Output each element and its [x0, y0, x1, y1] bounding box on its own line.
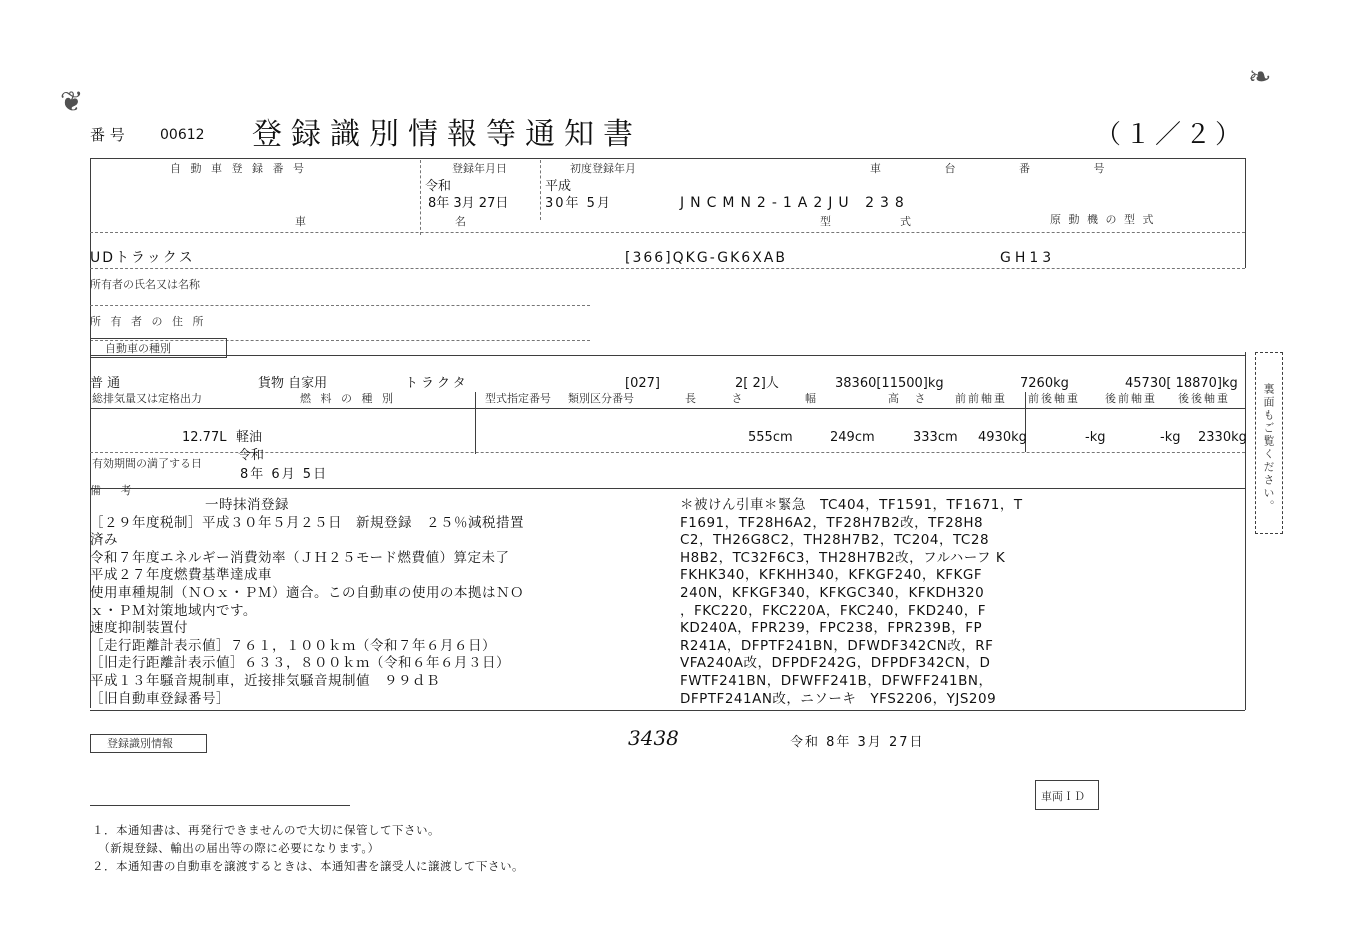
rf-axle-label: 後前軸重	[1105, 392, 1157, 405]
number-label: 番 号	[90, 126, 125, 144]
fr-axle-value: -kg	[1085, 430, 1106, 445]
left-ornament-icon: ❦	[60, 85, 84, 118]
width-value: 249cm	[830, 430, 875, 445]
expiry-label: 有効期間の満了する日	[92, 457, 202, 470]
ff-axle-label: 前前軸重	[955, 392, 1007, 405]
designation-code: [027]	[625, 376, 660, 391]
footer-note-line: １．本通知書は、再発行できませんので大切に保管して下さい。	[92, 823, 440, 837]
reg-date-label: 登録年月日	[452, 162, 507, 175]
first-reg-era: 平成	[545, 179, 572, 194]
displacement: 12.77L	[182, 430, 227, 445]
remarks-line: ，FKC220，FKC220A，FKC240，FKD240，F	[680, 602, 987, 619]
ff-axle-value: 4930kg	[978, 430, 1027, 445]
vehicle-kind-box	[90, 338, 227, 358]
first-reg-date: 30年 5月	[545, 196, 612, 211]
first-reg-label: 初度登録年月	[570, 162, 636, 175]
issue-date: 令和 8年 3月 27日	[790, 735, 925, 750]
chassis-label: 車 台 番 号	[870, 162, 1135, 175]
remarks-line: 平成２７年度燃費基準達成車	[90, 567, 272, 584]
type-designation-label: 型式指定番号	[485, 392, 551, 405]
engine-type-label: 原 動 機 の 型 式	[1050, 213, 1156, 226]
length-value: 555cm	[748, 430, 793, 445]
vehicle-weight: 38360[11500]kg	[835, 376, 944, 391]
vehicle-use: 貨物 自家用	[258, 376, 328, 391]
document-title: 登録識別情報等通知書	[252, 117, 642, 152]
remarks-line: 速度抑制装置付	[90, 620, 188, 637]
rr-axle-label: 後後軸重	[1178, 392, 1230, 405]
document-number: 00612	[160, 127, 205, 143]
gross-weight: 45730[ 18870]kg	[1125, 376, 1238, 391]
width-label: 幅	[805, 392, 816, 405]
chassis-number: JNCMN2-1A2JU 238	[680, 195, 910, 211]
remarks-line: ［旧走行距離計表示値］６３３，８００ｋｍ（令和６年６月３日）	[90, 655, 510, 672]
maker-name: UDトラックス	[90, 250, 195, 266]
fuel-type: 軽油	[236, 430, 263, 445]
remarks-line: R241A，DFPTF241BN，DFWDF342CN改，RF	[680, 637, 994, 654]
remarks-line: DFPTF241AN改，ニソーキ YFS2206，YJS209	[680, 690, 997, 707]
remarks-label: 備 考	[90, 484, 140, 497]
handwritten-number: 3438	[628, 726, 679, 750]
vehicle-id-box	[1035, 780, 1099, 810]
footer-note-line: ２．本通知書の自動車を譲渡するときは、本通知書を譲受人に譲渡して下さい。	[92, 859, 524, 873]
side-note-box	[1255, 352, 1283, 534]
remarks-line: 令和７年度エネルギー消費効率（ＪＨ２５モード燃費値）算定未了	[90, 549, 510, 566]
height-value: 333cm	[913, 430, 958, 445]
reg-date: 8年 3月 27日	[428, 196, 509, 211]
rr-axle-value: 2330kg	[1198, 430, 1247, 445]
id-info-label: 登録識別情報	[107, 737, 173, 750]
remarks-line: ［旧自動車登録番号］	[90, 690, 230, 707]
model-code: [366]QKG-GK6XAB	[625, 250, 787, 266]
footer-note-line: （新規登録、輸出の届出等の際に必要になります。）	[92, 841, 380, 855]
height-label: 高 さ	[888, 392, 932, 405]
remarks-line: 使用車種規制（ＮＯｘ・ＰＭ）適合。この自動車の使用の本拠はＮＯ	[90, 585, 524, 601]
type-label-1: 型	[820, 215, 831, 228]
remarks-line: C2，TH26G8C2，TH28H7B2，TC204，TC28	[680, 532, 990, 549]
fr-axle-label: 前後軸重	[1028, 392, 1080, 405]
remarks-line: ｘ・ＰＭ対策地域内です。	[90, 602, 257, 619]
remarks-line: 済み	[90, 532, 118, 549]
type-label-2: 式	[900, 215, 911, 228]
vehicle-id-label: 車両ＩＤ	[1041, 790, 1085, 803]
remarks-line: ＊被けん引車＊緊急 TC404，TF1591，TF1671，T	[680, 497, 1023, 513]
name-label: 名	[455, 215, 466, 228]
remarks-line: 平成１３年騒音規制車，近接排気騒音規制値 ９９ｄＢ	[90, 673, 440, 689]
capacity: 2[ 2]人	[735, 376, 779, 391]
remarks-line: F1691，TF28H6A2，TF28H7B2改，TF28H8	[680, 514, 984, 531]
remarks-line: VFA240A改，DFPDF242G，DFPDF342CN，D	[680, 655, 991, 672]
engine-model: GH13	[1000, 250, 1056, 266]
expiry-date: 8年 6月 5日	[240, 467, 329, 482]
remarks-line: ［走行距離計表示値］７６１，１００ｋｍ（令和７年６月６日）	[90, 637, 496, 654]
owner-name-label: 所有者の氏名又は名称	[90, 278, 200, 291]
remarks-line: H8B2，TC32F6C3，TH28H7B2改，フルハーフ K	[680, 549, 1006, 566]
max-load: 7260kg	[1020, 376, 1069, 391]
displacement-label: 総排気量又は定格出力	[92, 392, 202, 405]
id-info-box	[90, 734, 207, 753]
remarks-line: KD240A，FPR239，FPC238，FPR239B，FP	[680, 620, 983, 637]
remarks-line: FKHK340，KFKHH340，KFKGF240，KFKGF	[680, 567, 983, 584]
reg-era: 令和	[425, 179, 452, 194]
page-indicator: （１／２）	[1095, 120, 1246, 150]
expiry-era: 令和	[238, 448, 265, 463]
remarks-line: FWTF241BN，DFWFF241B，DFWFF241BN，	[680, 673, 993, 689]
rf-axle-value: -kg	[1160, 430, 1181, 445]
length-label: 長 さ	[685, 392, 759, 405]
vehicle-kind: 普 通	[90, 376, 121, 391]
fuel-label: 燃 料 の 種 別	[300, 392, 396, 405]
car-label: 車	[295, 215, 306, 228]
remarks-line: 一時抹消登録	[205, 497, 289, 513]
reg-number-label: 自 動 車 登 録 番 号	[170, 162, 307, 175]
body-shape: トラクタ	[405, 376, 469, 391]
owner-address-label: 所 有 者 の 住 所	[90, 315, 207, 328]
vehicle-kind-label: 自動車の種別	[105, 342, 171, 355]
remarks-line: ［２９年度税制］平成３０年５月２５日 新規登録 ２５％減税措置	[90, 514, 524, 531]
category-number-label: 類別区分番号	[568, 392, 634, 405]
side-note: 裏面もご覧ください。	[1262, 383, 1275, 513]
right-ornament-icon: ❧	[1248, 60, 1272, 93]
remarks-line: 240N，KFKGF340，KFKGC340，KFKDH320	[680, 585, 985, 601]
